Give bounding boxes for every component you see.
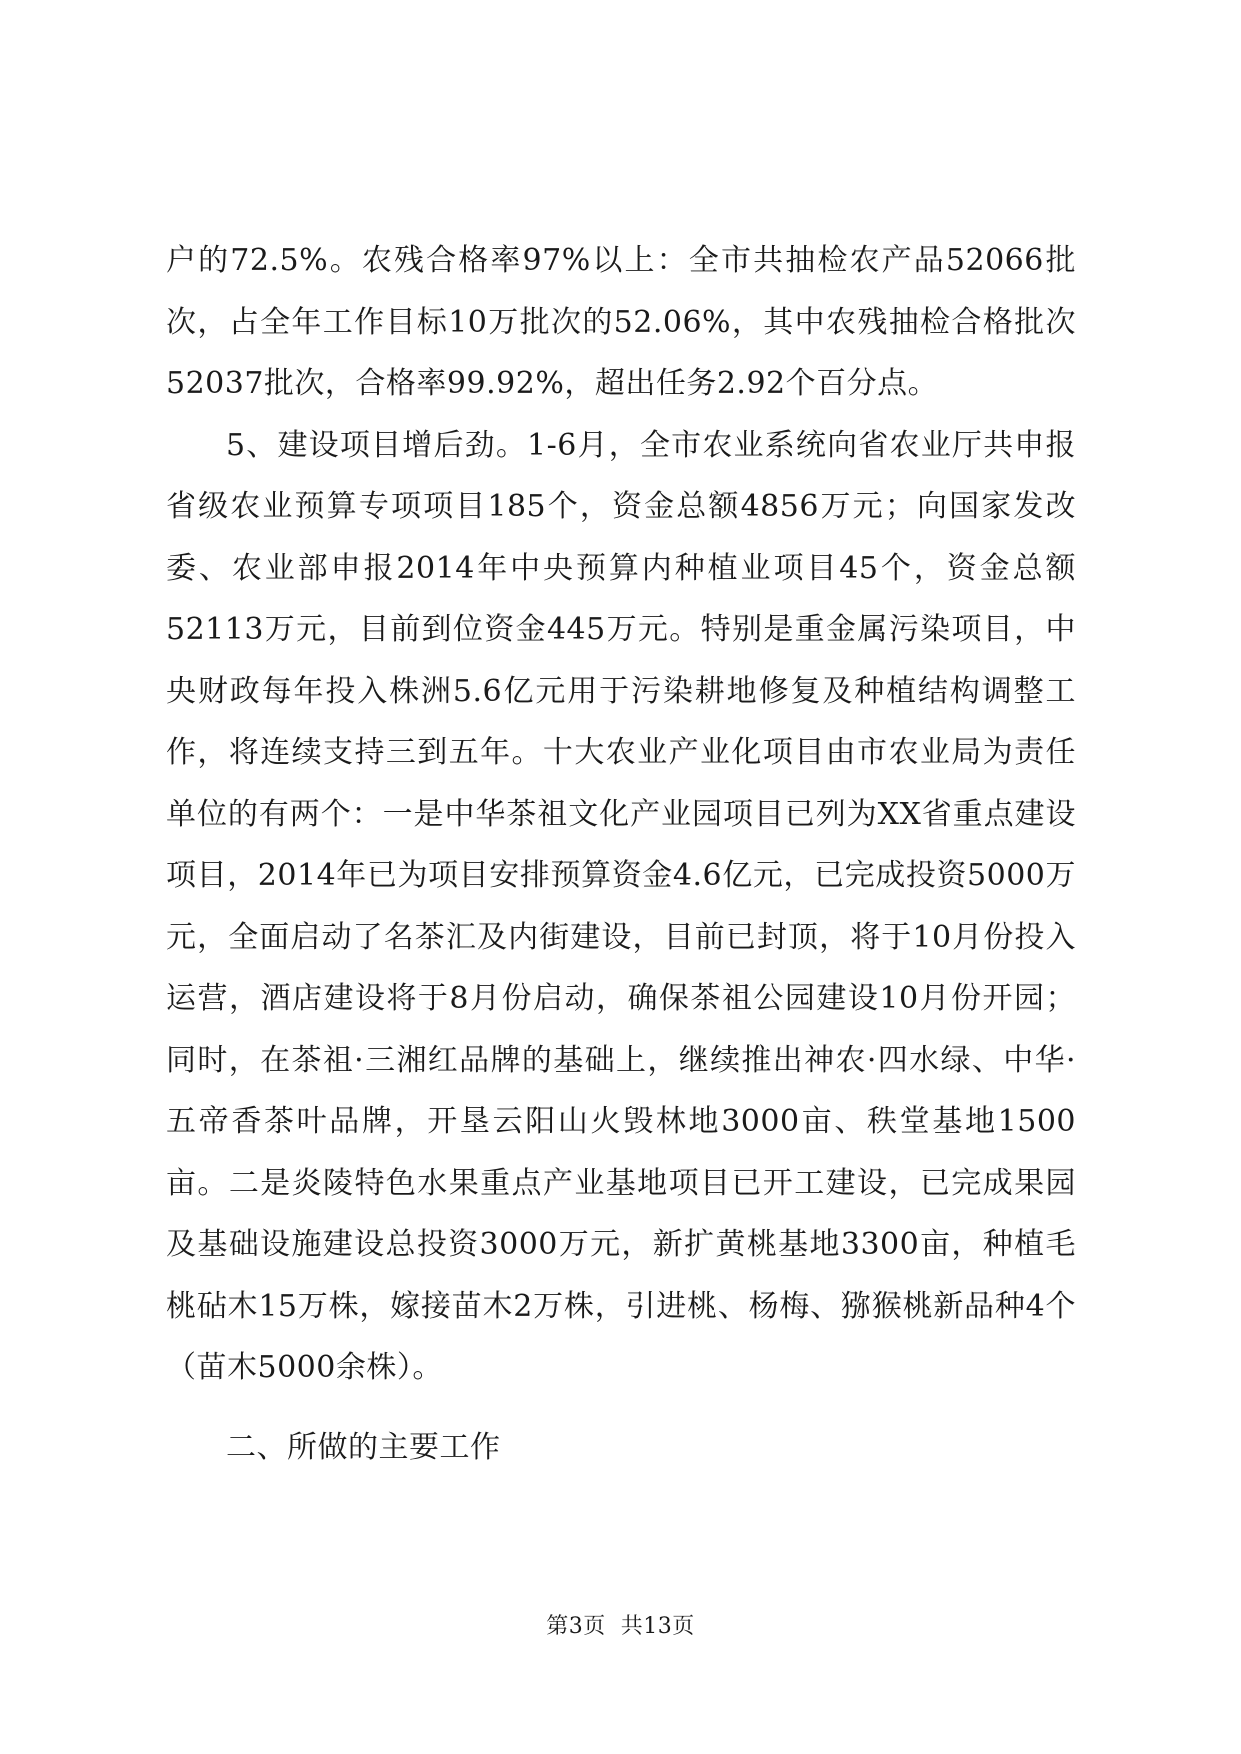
paragraph-continued: 户的72.5%。农残合格率97%以上：全市共抽检农产品52066批次，占全年工作目标10万批次的52.06%，其中农残抽检合格批次52037批次，合格率99.92%，超出任务2.92个百分点。 — [166, 243, 1076, 401]
page-number: 第3页 共13页 — [546, 1614, 695, 1639]
paragraph-construction-projects: 5、建设项目增后劲。1-6月，全市农业系统向省农业厅共申报省级农业预算专项项目185个，资金总额4856万元；向国家发改委、农业部申报2014年中央预算内种植业项目45个，资金总额52113万元，目前到位资金445万元。特别是重金属污染项目，中央财政每年投入株洲5.6亿元用于污染耕地修复及种植结构调整工作，将连续支持三到五年。十大农业产业化项目由市农业局为责任单位的有两个：一是中华茶祖文化产业园项目已列为XX省重点建设项目，2014年已为项目安排预算资金4.6亿元，已完成投资5000万元，全面启动了名茶汇及内街建设，目前已封顶，将于10月份投入运营，酒店建设将于8月份启动，确保茶祖公园建设10月份开园；同时，在茶祖·三湘红品牌的基础上，继续推出神农·四水绿、中华·五帝香茶叶品牌，开垦云阳山火毁林地3000亩、秩堂基地1500亩。二是炎陵特色水果重点产业基地项目已开工建设，已完成果园及基础设施建设总投资3000万元，新扩黄桃基地3300亩，种植毛桃砧木15万株，嫁接苗木2万株，引进桃、杨梅、猕猴桃新品种4个（苗木5000余株）。 — [166, 427, 1076, 1385]
document-body — [166, 230, 1076, 1478]
section-heading: 二、所做的主要工作 — [226, 1429, 501, 1465]
page-footer — [0, 1609, 1241, 1640]
